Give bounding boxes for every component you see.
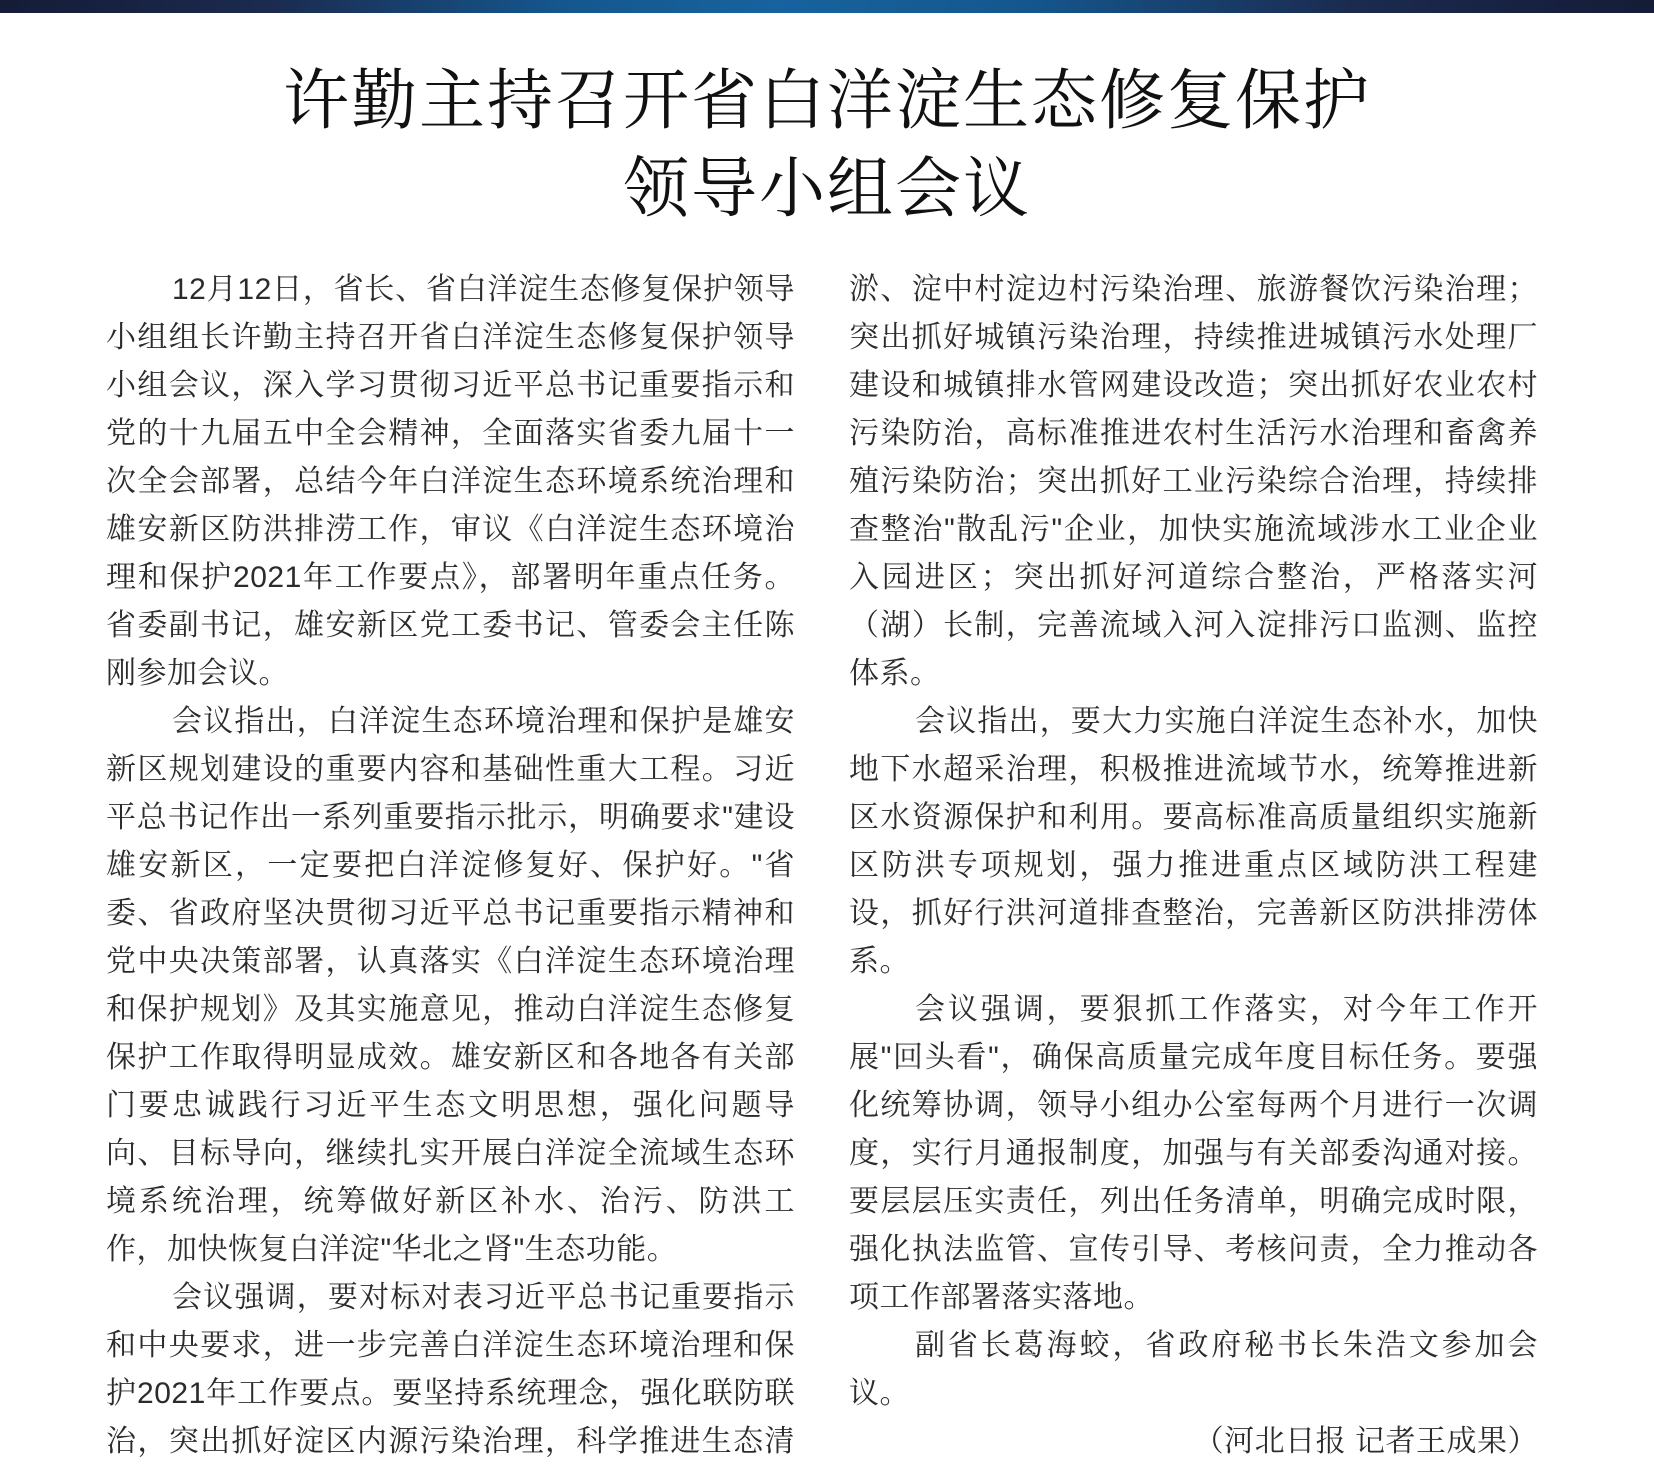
article-paragraph: 会议强调，要狠抓工作落实，对今年工作开展"回头看"，确保高质量完成年度目标任务。要强化统筹协调，领导小组办公室每两个月进行一次调度，实行月通报制度，加强与有关部委沟通对接。要层层压实责任，列出任务清单，明确完成时限，强化执法监管、宣传引导、考核问责，全力推动各项工作部署落实落地。: [849, 993, 1538, 1314]
top-gradient-bar: [0, 0, 1654, 13]
article-paragraph: 12月12日，省长、省白洋淀生态修复保护领导小组组长许勤主持召开省白洋淀生态修复保护领导小组会议，深入学习贯彻习近平总书记重要指示和党的十九届五中全会精神，全面落实省委九届十一次全会部署，总结今年白洋淀生态环境系统治理和雄安新区防洪排涝工作，审议《白洋淀生态环境治理和保护2021年工作要点》，部署明年重点任务。省委副书记，雄安新区党工委书记、管委会主任陈刚参加会议。: [106, 273, 795, 690]
article-title: [0, 58, 1654, 234]
article-paragraph: 会议指出，白洋淀生态环境治理和保护是雄安新区规划建设的重要内容和基础性重大工程。习近平总书记作出一系列重要指示批示，明确要求"建设雄安新区，一定要把白洋淀修复好、保护好。"省委、省政府坚决贯彻习近平总书记重要指示精神和党中央决策部署，认真落实《白洋淀生态环境治理和保护规划》及其实施意见，推动白洋淀生态修复保护工作取得明显成效。雄安新区和各地各有关部门要忠诚践行习近平生态文明思想，强化问题导向、目标导向，继续扎实开展白洋淀全流域生态环境系统治理，统筹做好新区补水、治污、防洪工作，加快恢复白洋淀"华北之肾"生态功能。: [106, 705, 795, 1266]
article-byline: （河北日报 记者王成果）: [1193, 1425, 1538, 1458]
article-paragraph: 会议强调，要对标对表习近平总书记重要指示和中央要求，进一步完善白洋淀生态环境治理和保护2021年工作要点。要坚持系统理念，强化联防联治，突出抓好淀区内源污染治理，科学推进生态清淤、淀中村淀边村污染治理、旅游餐饮污染治理；突出抓好城镇污染治理，持续推进城镇污水处理厂建设和城镇排水管网建设改造；突出抓好农业农村污染防治，高标准推进农村生活污水治理和畜禽养殖污染防治；突出抓好工业污染综合治理，持续排查整治"散乱污"企业，加快实施流域涉水工业企业入园进区；突出抓好河道综合整治，严格落实河（湖）长制，完善流域入河入淀排污口监测、监控体系。: [106, 273, 1538, 1458]
article-title-line2: 领导小组会议: [623, 153, 1031, 226]
article-title-line1: 许勤主持召开省白洋淀生态修复保护: [283, 65, 1371, 138]
article-paragraph: 会议指出，要大力实施白洋淀生态补水，加快地下水超采治理，积极推进流域节水，统筹推进新区水资源保护和利用。要高标准高质量组织实施新区防洪专项规划，强力推进重点区域防洪工程建设，抓好行洪河道排查整治，完善新区防洪排涝体系。: [849, 705, 1538, 978]
article-body: [106, 266, 1538, 1466]
article-paragraph: 副省长葛海蛟，省政府秘书长朱浩文参加会议。: [849, 1329, 1538, 1410]
